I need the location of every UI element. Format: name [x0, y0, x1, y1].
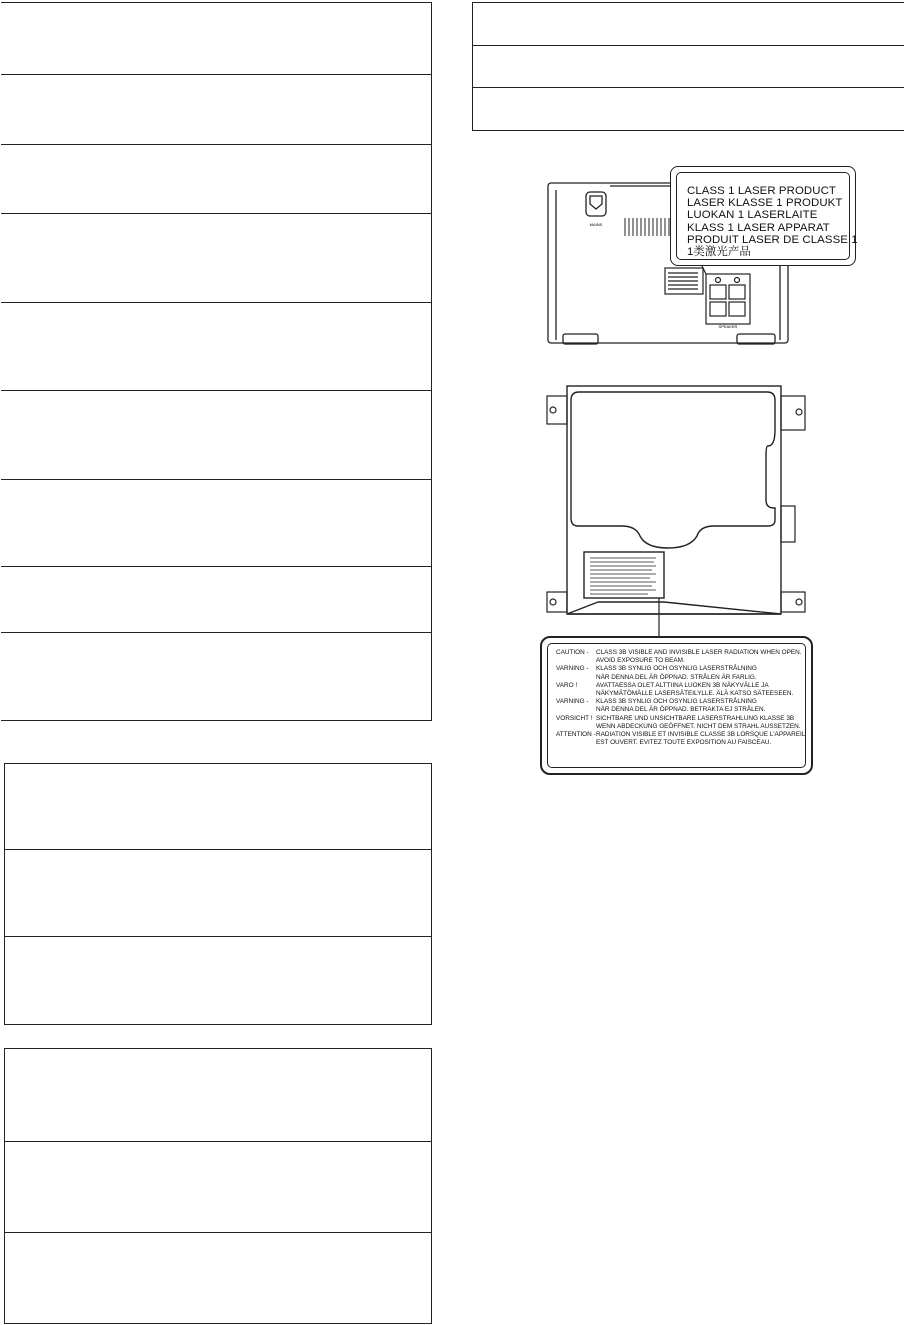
- left-table-2: [4, 763, 432, 1025]
- table-row: [1, 480, 431, 567]
- table-row: [1, 303, 431, 391]
- caution-entry: CAUTION - CLASS 3B VISIBLE AND INVISIBLE LASER RADIATION WHEN OPEN.: [556, 649, 802, 656]
- table-row: [1, 391, 431, 480]
- class1-laser-label: [670, 166, 856, 266]
- label-line: CLASS 1 LASER PRODUCT: [687, 185, 836, 197]
- mains-label: MAINS: [589, 222, 603, 227]
- right-table: [472, 2, 904, 131]
- label-line: 1类激光产品: [687, 246, 751, 259]
- left-table-3: [4, 1048, 432, 1324]
- table-row: [5, 1142, 431, 1233]
- table-row: [1, 75, 431, 145]
- table-row: [1, 633, 431, 719]
- table-row: [473, 88, 904, 129]
- table-row: [473, 46, 904, 88]
- laser-unit-top-illustration: [540, 380, 820, 645]
- caution-entry-cont: AVOID EXPOSURE TO BEAM.: [596, 657, 685, 665]
- caution-entry: VARNING - KLASS 3B SYNLIG OCH OSYNLIG LASERSTRÅLNING: [556, 665, 757, 673]
- caution-laser-label: [540, 636, 813, 775]
- label-line: PRODUIT LASER DE CLASSE 1: [687, 233, 858, 246]
- table-row: [5, 850, 431, 937]
- table-row: [1, 3, 431, 75]
- table-row: [5, 1233, 431, 1322]
- table-row: [1, 214, 431, 303]
- caution-entry: VARO ! AVATTAESSA OLET ALTTIINA LUOKEN 3B NÄKYVÄLLE JA: [556, 681, 769, 689]
- caution-entry-cont: EST OUVERT. EVITEZ TOUTE EXPOSITION AU FAISCEAU.: [596, 739, 772, 747]
- table-row: [1, 145, 431, 214]
- table-row: [473, 3, 904, 46]
- caution-entry-cont: NÄKYMÄTÖMÄLLE LASERSÄTEILYLLE. ÄLÄ KATSO SÄTEESEEN.: [596, 690, 794, 698]
- caution-entry-cont: WENN ABDECKUNG GEÖFFNET. NICHT DEM STRAHL AUSSETZEN.: [596, 722, 801, 730]
- caution-entry: VARNING - KLASS 3B SYNLIG OCH OSYNLIG LASERSTRÅLNING: [556, 698, 757, 706]
- left-table-1: [1, 2, 432, 721]
- caution-entry-cont: NÄR DENNA DEL ÄR ÖPPNAD. STRÅLEN ÄR FARLIG.: [596, 673, 757, 681]
- speaker-label: SPEAKER: [718, 324, 738, 329]
- table-row: [5, 764, 431, 850]
- caution-entry: ATTENTION - RADIATION VISIBLE ET INVISIBLE CLASSE 3B LORSQUE L'APPAREIL: [556, 731, 806, 739]
- table-row: [5, 1049, 431, 1142]
- caution-entry: VORSICHT ! SICHTBARE UND UNSICHTBARE LASERSTRAHLUNG KLASSE 3B: [556, 714, 795, 722]
- label-line: KLASS 1 LASER APPARAT: [687, 221, 830, 234]
- label-line: LASER KLASSE 1 PRODUKT: [687, 197, 843, 210]
- caution-entry-cont: NÄR DENNA DEL ÄR ÖPPNAD. BETRAKTA EJ STRÅLEN.: [596, 706, 766, 714]
- table-row: [5, 937, 431, 1023]
- table-row: [1, 567, 431, 633]
- label-line: LUOKAN 1 LASERLAITE: [687, 209, 818, 222]
